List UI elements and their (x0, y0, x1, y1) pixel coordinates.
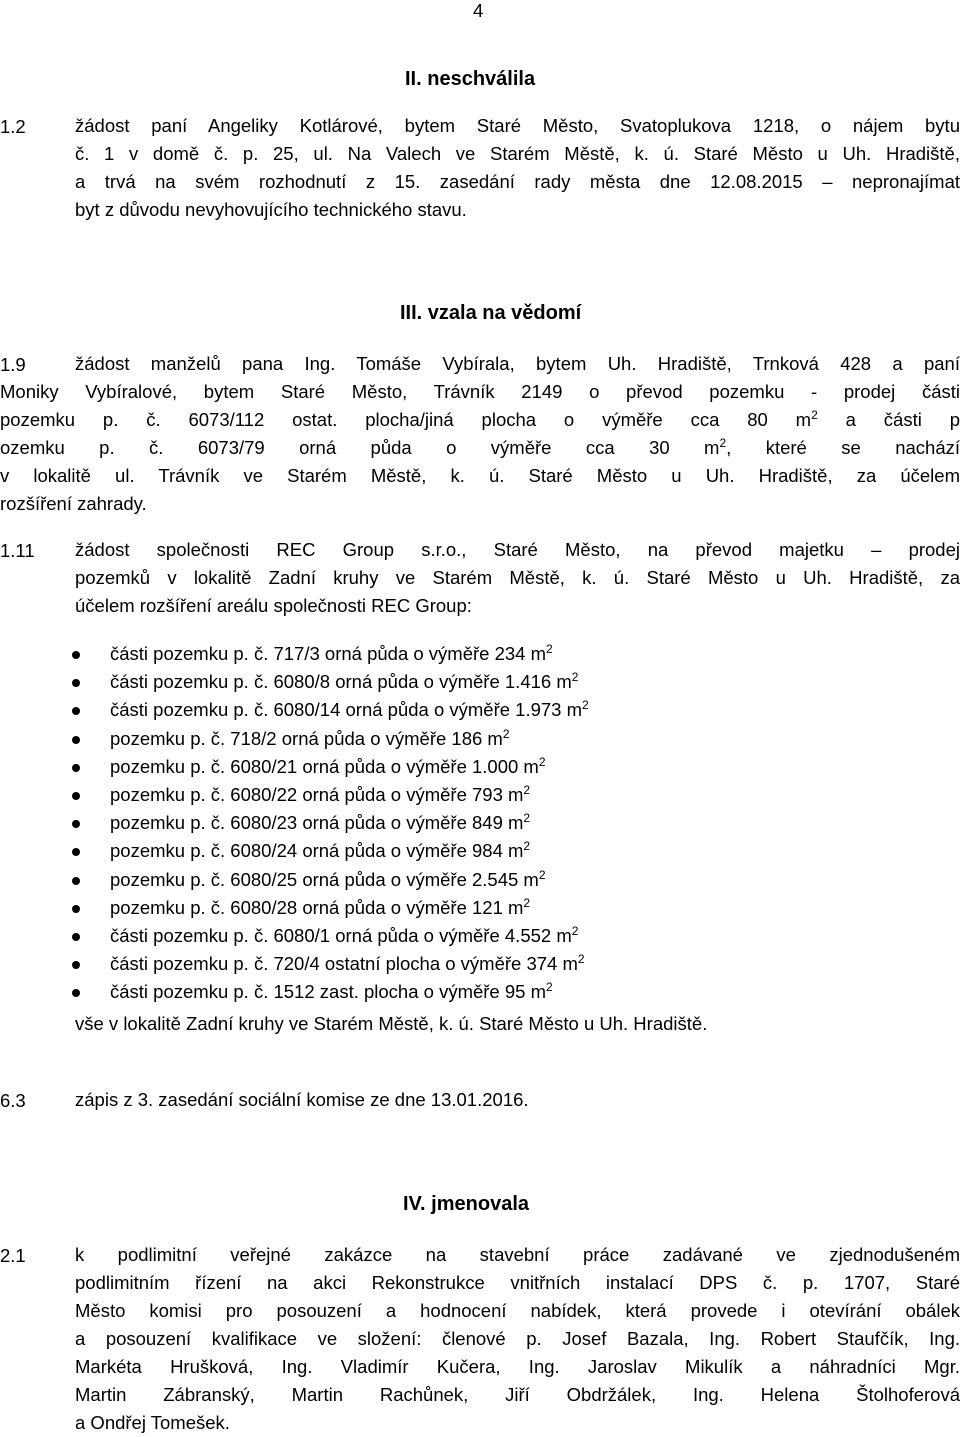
list-item: pozemku p. č. 6080/28 orná půda o výměře 121 $m^2$ (0, 894, 960, 922)
list-item: pozemku p. č. 6080/23 orná půda o výměře 849 $m^2$ (0, 809, 960, 837)
text-line: rozšíření zahrady. (0, 493, 147, 514)
text-line: Město komisi pro posouzení a hodnocení nabídek, která provede i otevírání obálek (75, 1300, 960, 1321)
text-line: Moniky Vybíralové, bytem Staré Město, Trávník 2149 o převod pozemku - prodej části (0, 381, 960, 402)
list-item: části pozemku p. č. 720/4 ostatní plocha o výměře 374 $m^2$ (0, 950, 960, 978)
item-text (75, 112, 960, 224)
text-line: ozemku p. č. 6073/79 orná půda o výměře cca 30 $m^2$, které se nachází (0, 435, 960, 458)
list-item: části pozemku p. č. 6080/8 orná půda o výměře 1.416 $m^2$ (0, 668, 960, 696)
list-item: části pozemku p. č. 1512 zast. plocha o výměře 95 $m^2$ (0, 978, 960, 1006)
text-line: žádost paní Angeliky Kotlárové, bytem Staré Město, Svatoplukova 1218, o nájem bytu (75, 115, 960, 136)
item-text-wrap (0, 378, 960, 518)
item-number: 1.11 (0, 540, 35, 561)
item-number: 6.3 (0, 1090, 26, 1111)
text-line: žádost společnosti REC Group s.r.o., Staré Město, na převod majetku – prodej (75, 539, 960, 560)
text-line: Markéta Hrušková, Ing. Vladimír Kučera, Ing. Jaroslav Mikulík a náhradníci Mgr. (75, 1356, 960, 1377)
page-number: 4 (473, 0, 484, 21)
list-item: pozemku p. č. 718/2 orná půda o výměře 186 $m^2$ (0, 725, 960, 753)
text-line: pozemku p. č. 6073/112 ostat. plocha/jiná plocha o výměře cca 80 $m^2$ a části p (0, 407, 960, 430)
text-line: a posouzení kvalifikace ve složení: členové p. Josef Bazala, Ing. Robert Staufčík, Ing. (75, 1328, 960, 1349)
text-line: byt z důvodu nevyhovujícího technického stavu. (75, 199, 467, 220)
item-number: 2.1 (0, 1245, 26, 1266)
text-line: v lokalitě ul. Trávník ve Starém Městě, k. ú. Staré Město u Uh. Hradiště, za účelem (0, 465, 960, 486)
text-line: žádost manželů pana Ing. Tomáše Vybírala, bytem Uh. Hradiště, Trnková 428 a paní (75, 353, 960, 374)
section-iii-heading: III. vzala na vědomí (400, 302, 582, 324)
list-item: části pozemku p. č. 6080/1 orná půda o výměře 4.552 $m^2$ (0, 922, 960, 950)
parcel-list (0, 640, 960, 1006)
text-line: Martin Zábranský, Martin Rachůnek, Jiří Obdržálek, Ing. Helena Štolhoferová (75, 1384, 960, 1405)
item-text (75, 1241, 960, 1437)
text-line: č. 1 v domě č. p. 25, ul. Na Valech ve Starém Městě, k. ú. Staré Město u Uh. Hradiště, (75, 143, 960, 164)
text-line: podlimitním řízení na akci Rekonstrukce vnitřních instalací DPS č. p. 1707, Staré (75, 1272, 960, 1293)
text-line: a trvá na svém rozhodnutí z 15. zasedání rady města dne 12.08.2015 – nepronajímat (75, 171, 960, 192)
list-item: pozemku p. č. 6080/22 orná půda o výměře 793 $m^2$ (0, 781, 960, 809)
list-item: pozemku p. č. 6080/24 orná půda o výměře 984 $m^2$ (0, 837, 960, 865)
item-number: 1.2 (0, 116, 26, 137)
list-item: části pozemku p. č. 717/3 orná půda o výměře 234 $m^2$ (0, 640, 960, 668)
text-line: a Ondřej Tomešek. (75, 1412, 230, 1433)
text-line: k podlimitní veřejné zakázce na stavební práce zadávané ve zjednodušeném (75, 1244, 960, 1265)
list-item: části pozemku p. č. 6080/14 orná půda o výměře 1.973 $m^2$ (0, 696, 960, 724)
item-number: 1.9 (0, 354, 26, 375)
item-text (75, 350, 960, 378)
section-iv-heading: IV. jmenovala (403, 1193, 529, 1215)
list-item: pozemku p. č. 6080/21 orná půda o výměře 1.000 $m^2$ (0, 753, 960, 781)
text-line: účelem rozšíření areálu společnosti REC Group: (75, 595, 472, 616)
list-item: pozemku p. č. 6080/25 orná půda o výměře 2.545 $m^2$ (0, 866, 960, 894)
closing-text: vše v lokalitě Zadní kruhy ve Starém Městě, k. ú. Staré Město u Uh. Hradiště. (75, 1013, 708, 1034)
item-text (75, 536, 960, 620)
item-text: zápis z 3. zasedání sociální komise ze dne 13.01.2016. (75, 1089, 529, 1110)
section-ii-heading: II. neschválila (405, 68, 536, 90)
text-line: pozemků v lokalitě Zadní kruhy ve Starém Městě, k. ú. Staré Město u Uh. Hradiště, za (75, 567, 960, 588)
